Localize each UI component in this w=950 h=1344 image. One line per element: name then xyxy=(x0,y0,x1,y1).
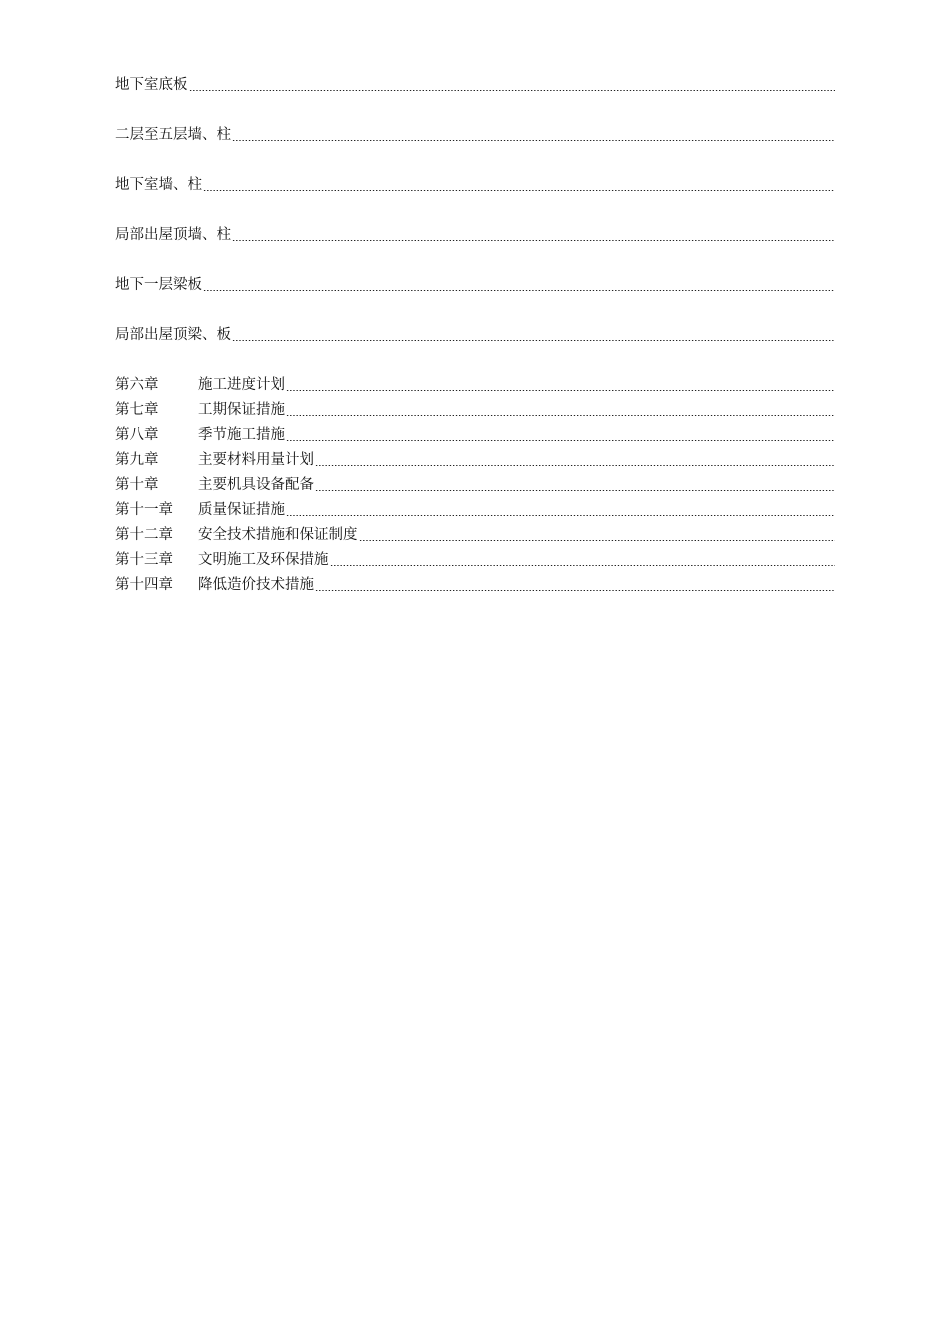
toc-chapter-entry[interactable] xyxy=(115,545,835,570)
dot-leader xyxy=(286,390,835,391)
toc-entry-title: 局部出屋顶墙、柱 xyxy=(115,227,231,243)
chapter-number: 第十二章 xyxy=(115,527,173,543)
dot-leader xyxy=(330,565,836,566)
toc-entry-title: 地下室底板 xyxy=(115,77,188,93)
chapter-number: 第十四章 xyxy=(115,577,173,593)
toc-chapter-entry[interactable] xyxy=(115,370,835,395)
toc-chapter-entry[interactable] xyxy=(115,445,835,470)
dot-leader xyxy=(286,415,835,416)
dot-leader xyxy=(286,440,835,441)
toc-entry[interactable] xyxy=(115,220,835,245)
table-of-contents xyxy=(115,70,835,595)
toc-entry[interactable] xyxy=(115,270,835,295)
chapter-title: 降低造价技术措施 xyxy=(198,577,314,593)
dot-leader xyxy=(286,515,835,516)
chapter-number: 第九章 xyxy=(115,452,159,468)
chapter-title: 季节施工措施 xyxy=(198,427,285,443)
toc-entry-title: 局部出屋顶梁、板 xyxy=(115,327,231,343)
dot-leader xyxy=(315,490,835,491)
chapter-number: 第十章 xyxy=(115,477,159,493)
chapter-title: 安全技术措施和保证制度 xyxy=(198,527,358,543)
dot-leader xyxy=(232,340,835,341)
dot-leader xyxy=(203,290,835,291)
toc-chapter-entry[interactable] xyxy=(115,570,835,595)
chapter-title: 主要材料用量计划 xyxy=(198,452,314,468)
toc-chapter-entry[interactable] xyxy=(115,520,835,545)
dot-leader xyxy=(359,540,836,541)
dot-leader xyxy=(232,140,835,141)
chapter-number: 第十一章 xyxy=(115,502,173,518)
toc-entry[interactable] xyxy=(115,120,835,145)
chapter-number: 第十三章 xyxy=(115,552,173,568)
toc-chapter-entry[interactable] xyxy=(115,470,835,495)
toc-chapter-entry[interactable] xyxy=(115,420,835,445)
toc-entry[interactable] xyxy=(115,320,835,345)
chapter-number: 第七章 xyxy=(115,402,159,418)
toc-entry-title: 地下室墙、柱 xyxy=(115,177,202,193)
dot-leader xyxy=(315,590,835,591)
chapter-title: 施工进度计划 xyxy=(198,377,285,393)
toc-entry[interactable] xyxy=(115,170,835,195)
dot-leader xyxy=(203,190,835,191)
chapter-number: 第八章 xyxy=(115,427,159,443)
dot-leader xyxy=(315,465,835,466)
dot-leader xyxy=(232,240,835,241)
chapter-title: 主要机具设备配备 xyxy=(198,477,314,493)
chapter-number: 第六章 xyxy=(115,377,159,393)
toc-entry[interactable] xyxy=(115,70,835,95)
toc-entry-title: 地下一层梁板 xyxy=(115,277,202,293)
chapter-title: 文明施工及环保措施 xyxy=(198,552,329,568)
toc-entry-title: 二层至五层墙、柱 xyxy=(115,127,231,143)
toc-chapter-entry[interactable] xyxy=(115,395,835,420)
chapter-title: 质量保证措施 xyxy=(198,502,285,518)
toc-chapter-entry[interactable] xyxy=(115,495,835,520)
chapter-title: 工期保证措施 xyxy=(198,402,285,418)
dot-leader xyxy=(189,90,836,91)
